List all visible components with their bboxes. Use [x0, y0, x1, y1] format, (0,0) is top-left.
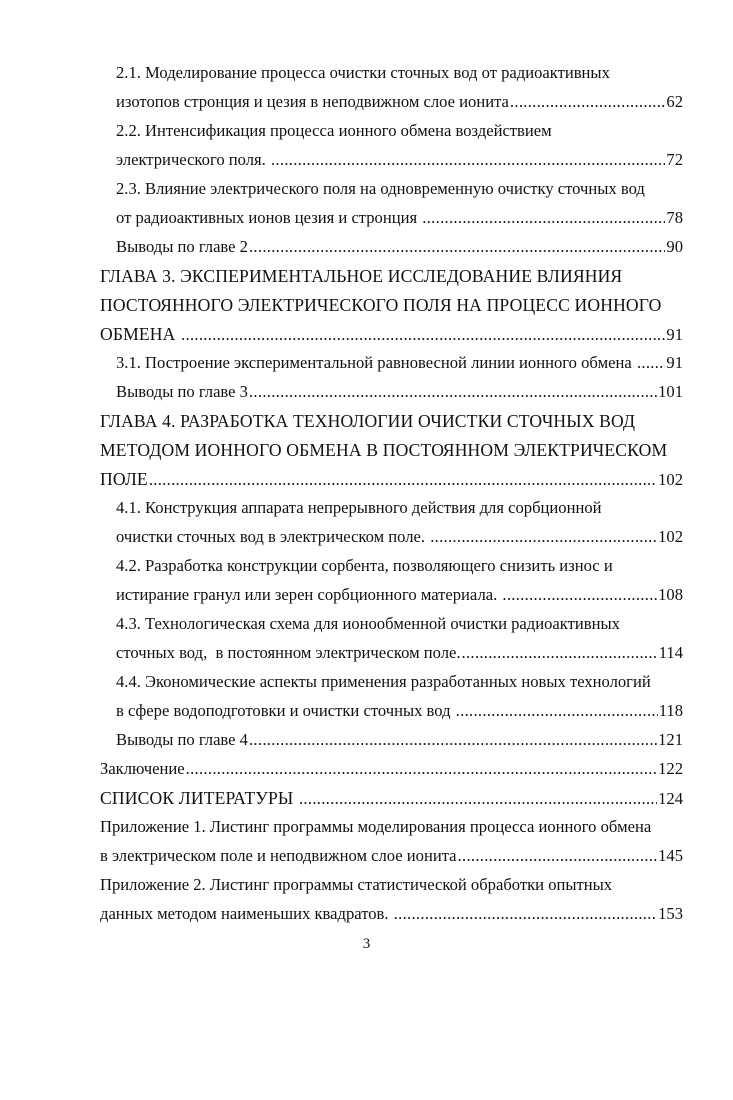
dot-leader — [394, 900, 657, 928]
toc-text: электрического поля. — [116, 150, 270, 169]
toc-page: 91 — [666, 353, 683, 372]
toc-entry[interactable] — [116, 233, 683, 261]
toc-text: Приложение 1. Листинг программы моделирования процесса ионного обмена — [100, 817, 652, 836]
toc-text: 3.1. Построение экспериментальной равновесной линии ионного обмена — [116, 353, 636, 372]
toc-text: 4.3. Технологическая схема для ионообменной очистки радиоактивных — [116, 614, 620, 633]
toc-text: изотопов стронция и цезия в неподвижном слое ионита — [116, 92, 509, 111]
toc-entry[interactable] — [100, 320, 683, 348]
toc-page: 121 — [658, 730, 683, 749]
dot-leader — [249, 726, 657, 754]
toc-page: 102 — [658, 470, 683, 489]
toc-text: ГЛАВА 3. ЭКСПЕРИМЕНТАЛЬНОЕ ИССЛЕДОВАНИЕ ВЛИЯНИЯ — [100, 266, 623, 286]
dot-leader — [186, 755, 657, 783]
toc-line — [116, 552, 673, 580]
toc-entry[interactable] — [116, 88, 683, 116]
dot-leader — [181, 321, 665, 349]
toc-text: в сфере водоподготовки и очистки сточных вод — [116, 701, 455, 720]
toc-text: ОБМЕНА — [100, 324, 181, 344]
toc-entry[interactable] — [100, 755, 683, 783]
toc-line — [116, 117, 673, 145]
toc-entry[interactable] — [100, 784, 683, 812]
toc-text: истирание гранул или зерен сорбционного материала. — [116, 585, 502, 604]
chapter-heading — [100, 291, 673, 319]
toc-entry[interactable] — [116, 204, 683, 232]
toc-page: 108 — [658, 585, 683, 604]
toc-entry[interactable] — [100, 842, 683, 870]
toc-page: 114 — [658, 643, 683, 662]
dot-leader — [456, 697, 658, 725]
toc-text: Выводы по главе 2 — [116, 237, 248, 256]
toc-text: данных методом наименьших квадратов. — [100, 904, 393, 923]
toc-text: Выводы по главе 3 — [116, 382, 248, 401]
toc-text: от радиоактивных ионов цезия и стронция — [116, 208, 422, 227]
toc-entry[interactable] — [116, 523, 683, 551]
dot-leader — [510, 88, 665, 116]
dot-leader — [249, 233, 665, 261]
toc-page: 101 — [658, 382, 683, 401]
toc-text: ГЛАВА 4. РАЗРАБОТКА ТЕХНОЛОГИИ ОЧИСТКИ СТОЧНЫХ ВОД — [100, 411, 636, 431]
toc-entry[interactable] — [116, 581, 683, 609]
toc-text: 4.1. Конструкция аппарата непрерывного действия для сорбционной — [116, 498, 602, 517]
toc-entry[interactable] — [116, 639, 683, 667]
dot-leader — [299, 785, 657, 813]
toc-text: 2.1. Моделирование процесса очистки сточных вод от радиоактивных — [116, 63, 610, 82]
dot-leader — [249, 378, 657, 406]
toc-text: 4.4. Экономические аспекты применения разработанных новых технологий — [116, 672, 651, 691]
dot-leader — [462, 639, 658, 667]
toc-entry[interactable] — [116, 378, 683, 406]
toc-text: 2.3. Влияние электрического поля на одновременную очистку сточных вод — [116, 179, 645, 198]
dot-leader — [271, 146, 665, 174]
dot-leader — [149, 466, 657, 494]
toc-page: 153 — [658, 904, 683, 923]
toc-entry[interactable] — [116, 349, 683, 377]
dot-leader — [430, 523, 657, 551]
toc-page: 102 — [658, 527, 683, 546]
toc-text: 4.2. Разработка конструкции сорбента, позволяющего снизить износ и — [116, 556, 613, 575]
toc-page: 145 — [658, 846, 683, 865]
toc-text: Приложение 2. Листинг программы статистической обработки опытных — [100, 875, 613, 894]
chapter-heading — [100, 407, 673, 435]
dot-leader — [502, 581, 657, 609]
toc-page: 62 — [666, 92, 683, 111]
toc-page: 122 — [658, 759, 683, 778]
toc-page: 90 — [666, 237, 683, 256]
toc-line — [116, 668, 693, 696]
toc-text: очистки сточных вод в электрическом поле. — [116, 527, 430, 546]
toc-text: СПИСОК ЛИТЕРАТУРЫ — [100, 788, 298, 808]
dot-leader — [637, 349, 665, 377]
toc-line — [100, 871, 673, 899]
toc-line — [116, 610, 673, 638]
toc-text: в электрическом поле и неподвижном слое ионита — [100, 846, 457, 865]
toc-line — [116, 494, 673, 522]
toc-page: 91 — [666, 325, 683, 344]
chapter-heading — [100, 436, 683, 464]
toc-text: ПОСТОЯННОГО ЭЛЕКТРИЧЕСКОГО ПОЛЯ НА ПРОЦЕСС ИОННОГО — [100, 295, 662, 315]
chapter-heading — [100, 262, 673, 290]
toc-entry[interactable] — [100, 900, 683, 928]
dot-leader — [458, 842, 658, 870]
toc-text: сточных вод, в постоянном электрическом поле. — [116, 643, 461, 662]
toc-page: 124 — [658, 789, 683, 808]
toc-line — [100, 813, 693, 841]
toc-text: 2.2. Интенсификация процесса ионного обмена воздействием — [116, 121, 552, 140]
toc-line — [116, 59, 673, 87]
toc-entry[interactable] — [116, 697, 683, 725]
toc-entry[interactable] — [116, 726, 683, 754]
toc-text: МЕТОДОМ ИОННОГО ОБМЕНА В ПОСТОЯННОМ ЭЛЕКТРИЧЕСКОМ — [100, 440, 668, 460]
toc-text: Выводы по главе 4 — [116, 730, 248, 749]
toc-text: ПОЛЕ — [100, 469, 148, 489]
toc-page: 78 — [666, 208, 683, 227]
toc-entry[interactable] — [116, 146, 683, 174]
page-number: 3 — [362, 936, 371, 952]
toc-page: 118 — [658, 701, 683, 720]
toc-text: Заключение — [100, 759, 185, 778]
dot-leader — [422, 204, 665, 232]
toc-line — [116, 175, 693, 203]
toc-page: 72 — [666, 150, 683, 169]
toc-entry[interactable] — [100, 465, 683, 493]
